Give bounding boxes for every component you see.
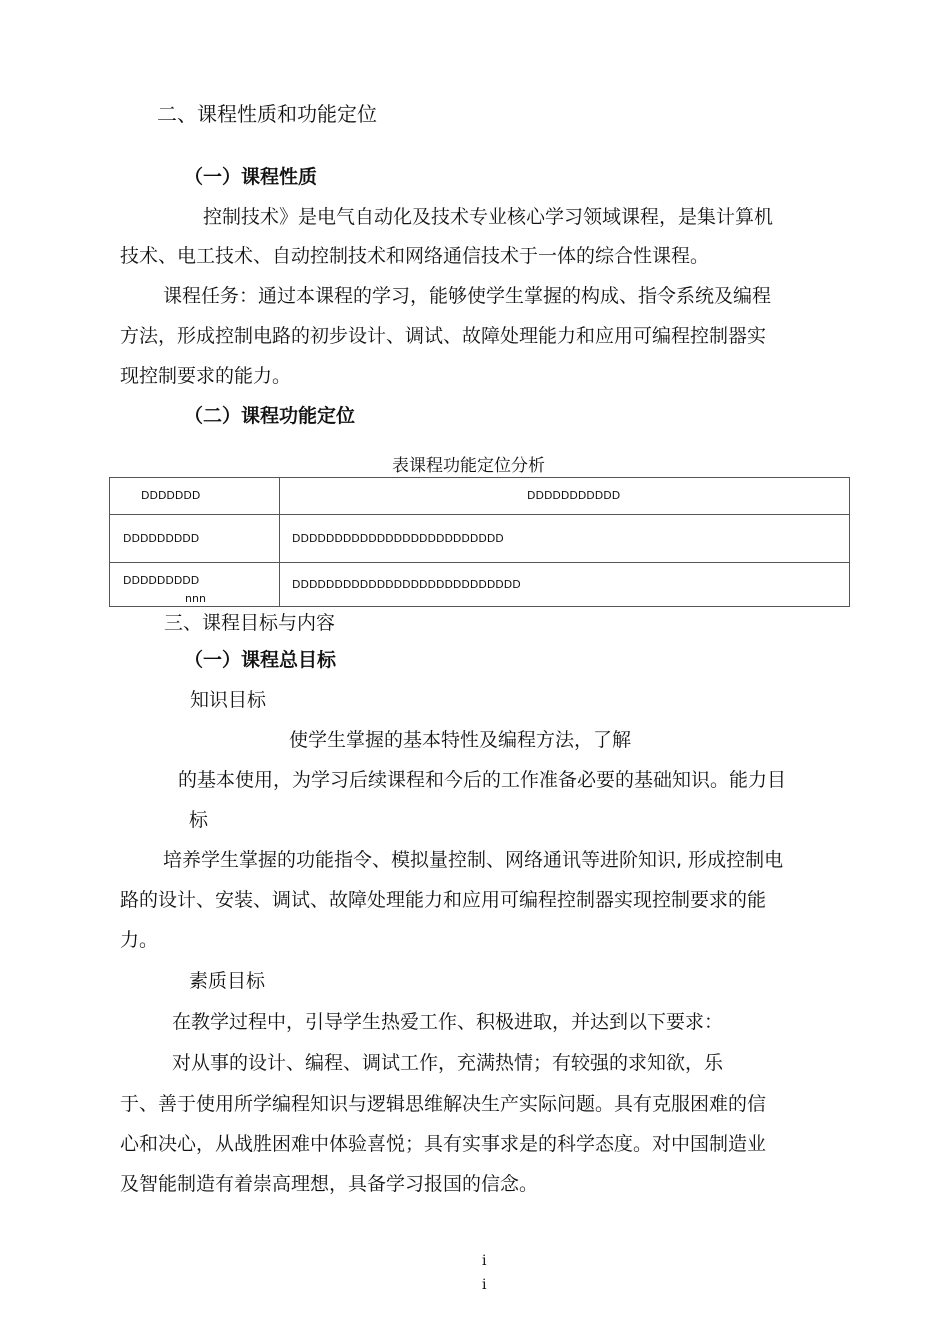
paragraph-line: 及智能制造有着崇高理想，具备学习报国的信念。 — [120, 1173, 539, 1195]
paragraph-line: 技术、电工技术、自动控制技术和网络通信技术于一体的综合性课程。 — [120, 245, 710, 267]
paragraph-line: 于、善于使用所学编程知识与逻辑思维解决生产实际问题。具有克服困难的信 — [120, 1093, 767, 1115]
table-caption: 表课程功能定位分析 — [392, 456, 545, 476]
table-cell: DDDDDDDDD — [123, 574, 200, 587]
table-divider — [279, 478, 280, 606]
table-header-cell: DDDDDDD — [141, 489, 201, 502]
paragraph-line: 力。 — [120, 929, 159, 951]
table-cell: DDDDDDDDD — [123, 532, 200, 545]
paragraph-line: 培养学生掌握的功能指令、模拟量控制、网络通讯等进阶知识, 形成控制电 — [163, 849, 784, 871]
goal-title: 知识目标 — [190, 689, 267, 711]
section-heading: 三、课程目标与内容 — [164, 612, 336, 634]
table-cell: DDDDDDDDDDDDDDDDDDDDDDDDDDD — [292, 578, 521, 591]
paragraph-line: 课程任务：通过本课程的学习，能够使学生掌握的构成、指令系统及编程 — [163, 285, 772, 307]
function-table — [109, 477, 850, 607]
paragraph-line: 使学生掌握的基本特性及编程方法，了解 — [289, 729, 632, 751]
table-row-line — [110, 562, 849, 563]
paragraph-line: 的基本使用，为学习后续课程和今后的工作准备必要的基础知识。能力目 — [178, 769, 787, 791]
table-cell-note: nnn — [185, 592, 206, 605]
table-header-cell: DDDDDDDDDDD — [527, 489, 621, 502]
paragraph-line: 标 — [189, 809, 209, 831]
paragraph-line: 心和决心，从战胜困难中体验喜悦；具有实事求是的科学态度。对中国制造业 — [120, 1133, 767, 1155]
section-heading: 二、课程性质和功能定位 — [157, 102, 377, 126]
table-row-line — [110, 514, 849, 515]
paragraph-line: 现控制要求的能力。 — [120, 365, 292, 387]
subsection-heading: （一）课程性质 — [184, 166, 318, 188]
paragraph-line: 控制技术》是电气自动化及技术专业核心学习领域课程，是集计算机 — [203, 206, 774, 228]
page-number: i — [482, 1253, 487, 1269]
paragraph-line: 路的设计、安装、调试、故障处理能力和应用可编程控制器实现控制要求的能 — [120, 889, 767, 911]
table-cell: DDDDDDDDDDDDDDDDDDDDDDDDD — [292, 532, 504, 545]
paragraph-line: 对从事的设计、编程、调试工作，充满热情；有较强的求知欲，乐 — [172, 1052, 724, 1074]
paragraph-line: 在教学过程中，引导学生热爱工作、积极进取，并达到以下要求： — [172, 1011, 724, 1033]
page-number: i — [482, 1277, 487, 1293]
subsection-heading: （二）课程功能定位 — [184, 405, 356, 427]
goal-title: 素质目标 — [189, 970, 266, 992]
paragraph-line: 方法，形成控制电路的初步设计、调试、故障处理能力和应用可编程控制器实 — [120, 325, 767, 347]
subsection-heading: （一）课程总目标 — [184, 649, 337, 671]
